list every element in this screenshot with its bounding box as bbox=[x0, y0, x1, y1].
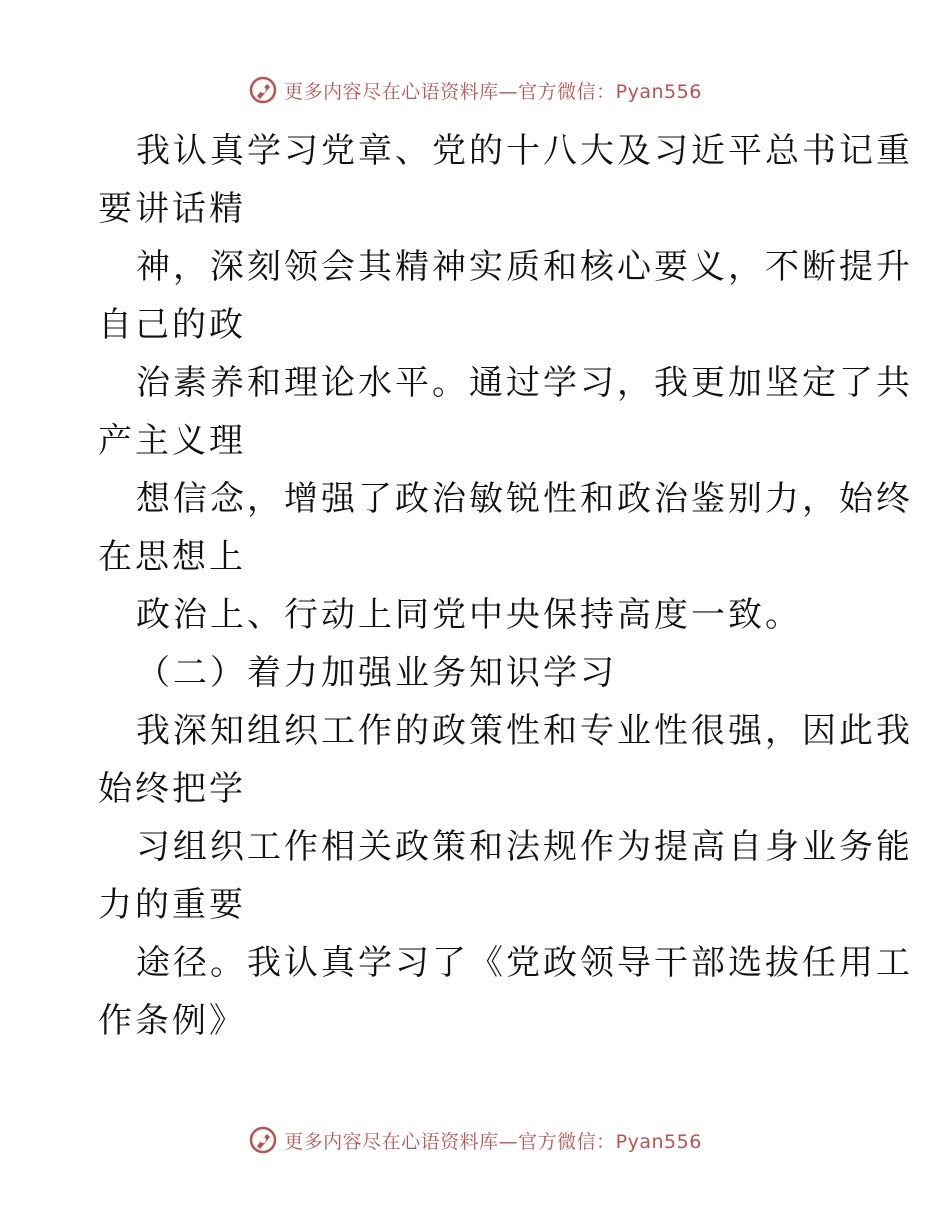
watermark-text bbox=[284, 77, 702, 104]
watermark-contact: 官方微信：Pyan556 bbox=[518, 1130, 702, 1153]
document-body bbox=[98, 122, 913, 1050]
paragraph-line: 想信念，增强了政治敏锐性和政治鉴别力，始终 bbox=[136, 479, 913, 519]
header-watermark bbox=[0, 70, 950, 110]
pen-circle-logo-icon bbox=[248, 1125, 278, 1155]
watermark-brand: 更多内容尽在心语资料库 bbox=[284, 1130, 499, 1153]
paragraph-line: 习组织工作相关政策和法规作为提高自身业务能 bbox=[136, 827, 913, 867]
paragraph-line: 要讲话精 bbox=[98, 189, 246, 229]
paragraph-line: 在思想上 bbox=[98, 537, 246, 577]
paragraph-line: 我认真学习党章、党的十八大及习近平总书记重 bbox=[136, 131, 913, 171]
paragraph-line: 力的重要 bbox=[98, 885, 246, 925]
section-heading: （二）着力加强业务知识学习 bbox=[136, 653, 617, 693]
watermark-separator: — bbox=[498, 1130, 519, 1153]
paragraph-line: 治素养和理论水平。通过学习，我更加坚定了共 bbox=[136, 363, 913, 403]
paragraph-line: 始终把学 bbox=[98, 769, 246, 809]
paragraph-line: 途径。我认真学习了《党政领导干部选拔任用工 bbox=[136, 943, 913, 983]
watermark-contact: 官方微信：Pyan556 bbox=[518, 80, 702, 103]
watermark-separator: — bbox=[498, 80, 519, 103]
pen-circle-logo-icon bbox=[248, 75, 278, 105]
watermark-text bbox=[284, 1127, 702, 1154]
paragraph-line: 神，深刻领会其精神实质和核心要义，不断提升 bbox=[136, 247, 913, 287]
paragraph-line: 我深知组织工作的政策性和专业性很强，因此我 bbox=[136, 711, 913, 751]
watermark-brand: 更多内容尽在心语资料库 bbox=[284, 80, 499, 103]
paragraph-line: 产主义理 bbox=[98, 421, 246, 461]
paragraph-line: 政治上、行动上同党中央保持高度一致。 bbox=[136, 595, 802, 635]
paragraph-line: 作条例》 bbox=[98, 1001, 246, 1041]
paragraph-line: 自己的政 bbox=[98, 305, 246, 345]
footer-watermark bbox=[0, 1120, 950, 1160]
